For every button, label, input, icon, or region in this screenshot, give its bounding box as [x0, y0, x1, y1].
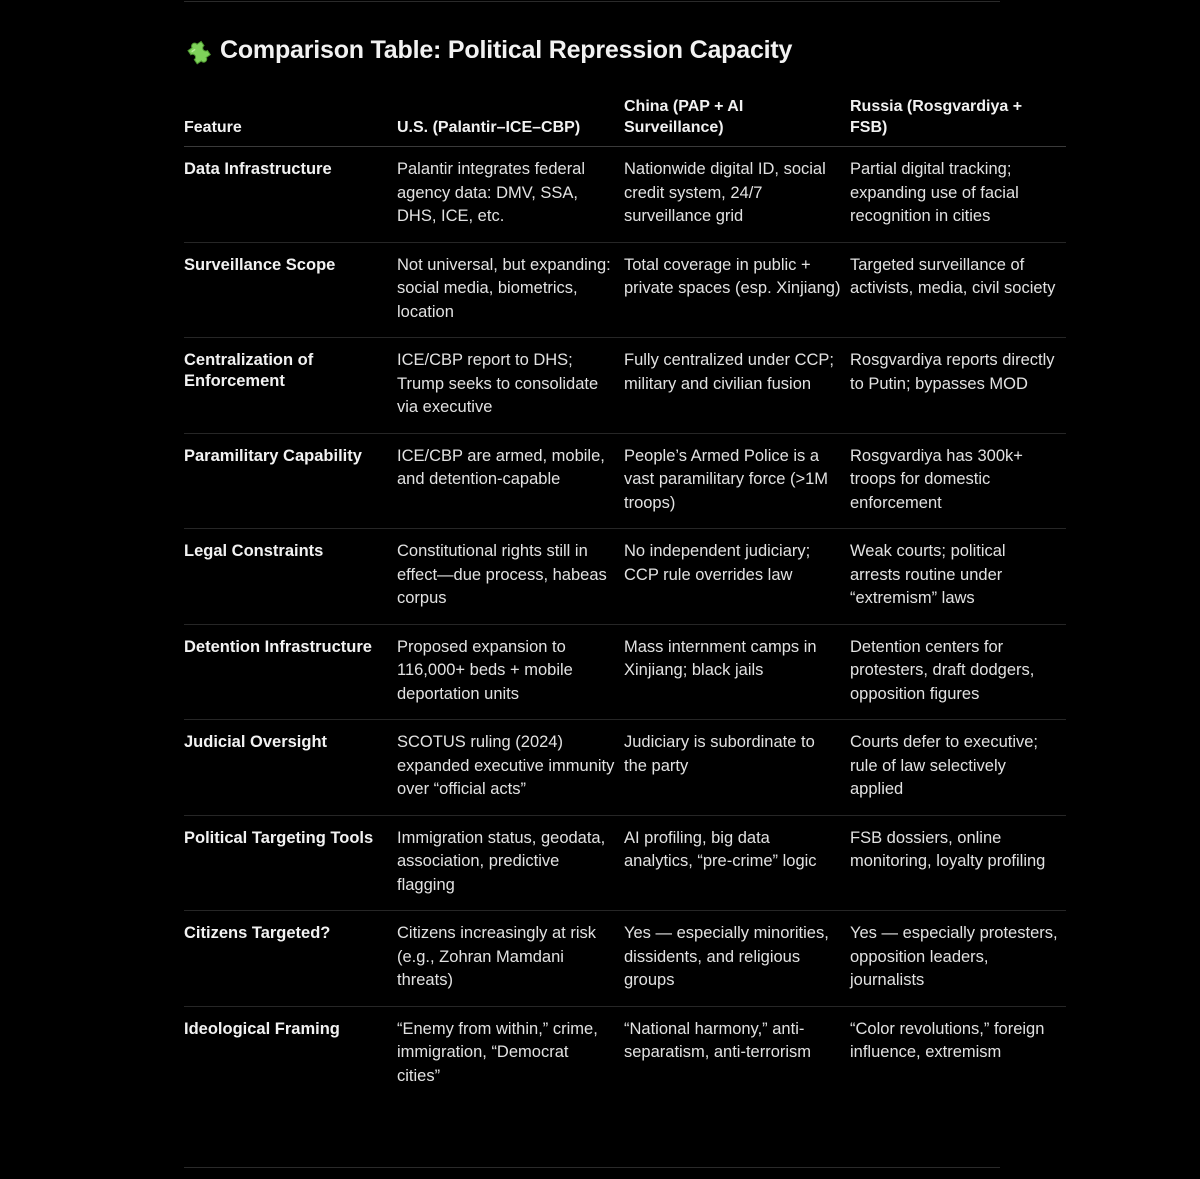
page-title: Comparison Table: Political Repression Capacity: [220, 36, 793, 64]
header-feature: Feature: [184, 94, 397, 147]
feature-cell: Ideological Framing: [184, 1019, 340, 1038]
feature-cell: Detention Infrastructure: [184, 624, 397, 720]
feature-cell: Legal Constraints: [184, 529, 397, 625]
russia-cell: Partial digital tracking; expanding use of facial recognition in cities: [850, 147, 1066, 243]
header-us: U.S. (Palantir–ICE–CBP): [397, 94, 624, 147]
china-cell: Nationwide digital ID, social credit system, 24/7 surveillance grid: [624, 147, 850, 243]
feature-cell: Citizens Targeted?: [184, 911, 397, 1007]
table-row: [184, 433, 1066, 529]
china-cell: Mass internment camps in Xinjiang; black jails: [624, 624, 850, 720]
china-cell: Judiciary is subordinate to the party: [624, 720, 850, 816]
us-cell: Not universal, but expanding: social media, biometrics, location: [397, 242, 624, 338]
us-cell: Palantir integrates federal agency data: DMV, SSA, DHS, ICE, etc.: [397, 147, 624, 243]
russia-cell: Targeted surveillance of activists, media, civil society: [850, 242, 1066, 338]
us-cell: Proposed expansion to 116,000+ beds + mobile deportation units: [397, 624, 624, 720]
table-header: [184, 94, 1066, 147]
us-cell: “Enemy from within,” crime, immigration, “Democrat cities”: [397, 1019, 598, 1085]
china-cell: No independent judiciary; CCP rule overrides law: [624, 529, 850, 625]
russia-cell: Rosgvardiya has 300k+ troops for domestic enforcement: [850, 433, 1066, 529]
us-cell: SCOTUS ruling (2024) expanded executive immunity over “official acts”: [397, 720, 624, 816]
section-heading: [184, 36, 792, 65]
china-cell: Total coverage in public + private spaces (esp. Xinjiang): [624, 242, 850, 338]
russia-cell: Yes — especially protesters, opposition leaders, journalists: [850, 911, 1066, 1007]
puzzle-piece-icon: [184, 37, 212, 65]
china-cell: “National harmony,” anti-separatism, anti-terrorism: [624, 1019, 812, 1061]
table-row: [184, 338, 1066, 434]
feature-cell: Data Infrastructure: [184, 147, 397, 243]
china-cell: AI profiling, big data analytics, “pre-crime” logic: [624, 815, 850, 911]
table-row: [184, 1006, 1066, 1101]
table-row: [184, 911, 1066, 1007]
header-row: [184, 94, 1066, 147]
us-cell: Constitutional rights still in effect—due process, habeas corpus: [397, 529, 624, 625]
feature-cell: Political Targeting Tools: [184, 815, 397, 911]
table-row: [184, 815, 1066, 911]
bottom-divider: [184, 1167, 1000, 1168]
header-china: China (PAP + AI Surveillance): [624, 94, 850, 147]
russia-cell: Rosgvardiya reports directly to Putin; bypasses MOD: [850, 338, 1066, 434]
russia-cell: “Color revolutions,” foreign influence, extremism: [850, 1019, 1045, 1061]
table-row: [184, 147, 1066, 243]
table-row: [184, 624, 1066, 720]
feature-cell: Surveillance Scope: [184, 242, 397, 338]
table-row: [184, 529, 1066, 625]
china-cell: Fully centralized under CCP; military and civilian fusion: [624, 338, 850, 434]
us-cell: Citizens increasingly at risk (e.g., Zohran Mamdani threats): [397, 911, 624, 1007]
russia-cell: FSB dossiers, online monitoring, loyalty profiling: [850, 815, 1066, 911]
russia-cell: Courts defer to executive; rule of law selectively applied: [850, 720, 1066, 816]
table-row: [184, 720, 1066, 816]
us-cell: ICE/CBP report to DHS; Trump seeks to consolidate via executive: [397, 338, 624, 434]
feature-cell: Centralization of Enforcement: [184, 338, 397, 434]
feature-cell: Paramilitary Capability: [184, 433, 397, 529]
table-body: [184, 147, 1066, 1102]
china-cell: People’s Armed Police is a vast paramilitary force (>1M troops): [624, 433, 850, 529]
russia-cell: Weak courts; political arrests routine under “extremism” laws: [850, 529, 1066, 625]
us-cell: ICE/CBP are armed, mobile, and detention-capable: [397, 433, 624, 529]
comparison-table: [184, 94, 1066, 1101]
us-cell: Immigration status, geodata, association, predictive flagging: [397, 815, 624, 911]
china-cell: Yes — especially minorities, dissidents, and religious groups: [624, 911, 850, 1007]
russia-cell: Detention centers for protesters, draft dodgers, opposition figures: [850, 624, 1066, 720]
top-divider: [184, 1, 1000, 2]
feature-cell: Judicial Oversight: [184, 720, 397, 816]
table-row: [184, 242, 1066, 338]
header-russia: Russia (Rosgvardiya + FSB): [850, 94, 1066, 147]
